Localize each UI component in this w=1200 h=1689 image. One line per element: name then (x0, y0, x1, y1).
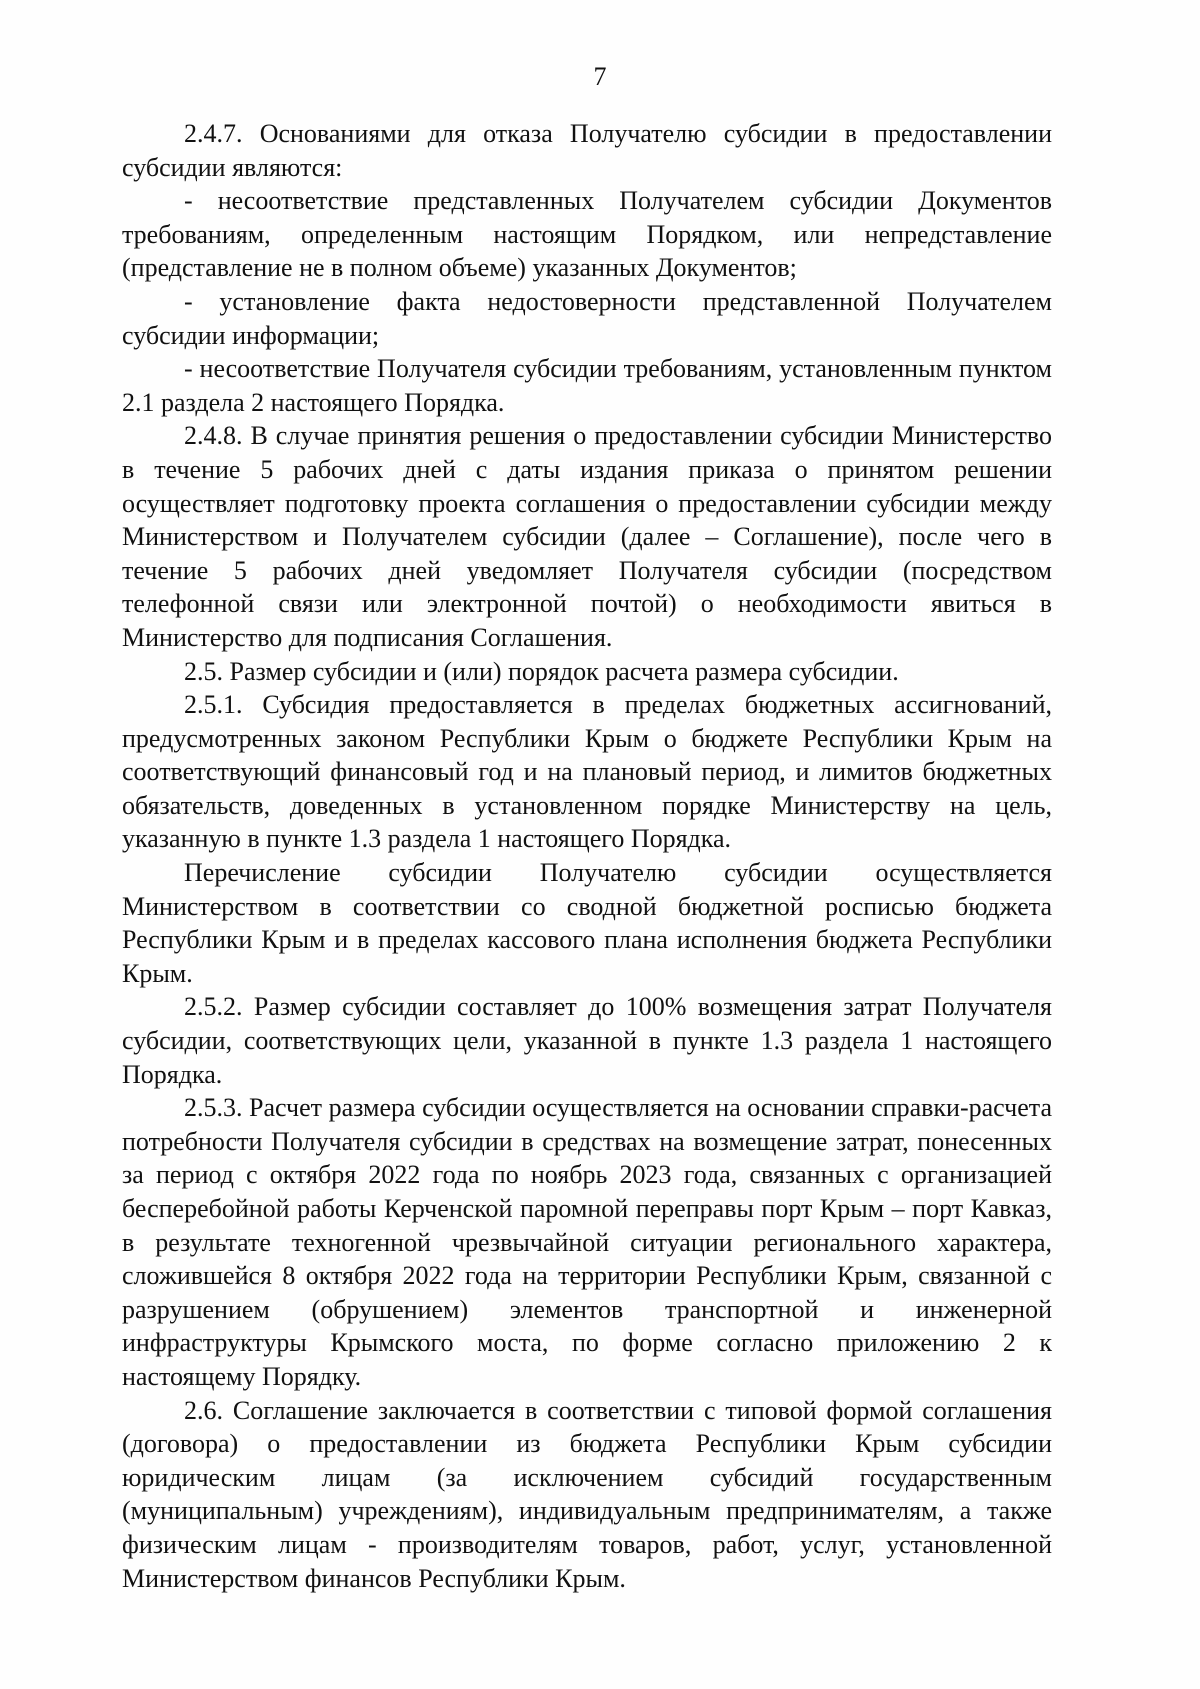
page-number: 7 (593, 62, 607, 91)
paragraph-transfer-of-subsidy: Перечисление субсидии Получателю субсидии осуществляется Министерством в соответствии со сводной бюджетной росписью бюджета Республики Крым и в пределах кассового плана исполнения бюджета Республики Крым. (122, 858, 1052, 988)
paragraph-2-4-7: 2.4.7. Основаниями для отказа Получателю субсидии в предоставлении субсидии являются: (122, 119, 1052, 182)
paragraph-2-5-1: 2.5.1. Субсидия предоставляется в пределах бюджетных ассигнований, предусмотренных законом Республики Крым о бюджете Республики Крым на соответствующий финансовый год и на плановый период, и лимитов бюджетных обязательств, доведенных в установленном порядке Министерству на цель, указанную в пункте 1.3 раздела 1 настоящего Порядка. (122, 690, 1052, 854)
paragraph-refusal-ground-false-info: - установление факта недостоверности представленной Получателем субсидии информации; (122, 286, 1052, 350)
paragraph-2-5: 2.5. Размер субсидии и (или) порядок расчета размера субсидии. (184, 656, 899, 686)
paragraph-refusal-ground-documents: - несоответствие представленных Получателем субсидии Документов требованиям, определенным настоящим Порядком, или непредставление (представление не в полном объеме) указанных Документов; (122, 186, 1052, 283)
paragraph-2-4-8: 2.4.8. В случае принятия решения о предоставлении субсидии Министерство в течение 5 рабочих дней с даты издания приказа о принятом решении осуществляет подготовку проекта соглашения о предоставлении субсидии между Министерством и Получателем субсидии (далее – Соглашение), после чего в течение 5 рабочих дней уведомляет Получателя субсидии (посредством телефонной связи или электронной почтой) о необходимости явиться в Министерство для подписания Соглашения. (122, 421, 1052, 652)
paragraph-2-5-3: 2.5.3. Расчет размера субсидии осуществляется на основании справки-расчета потребности Получателя субсидии в средствах на возмещение затрат, понесенных за период с октября 2022 года по ноябрь 2023 года, связанных с организацией бесперебойной работы Керченской паромной переправы порт Крым – порт Кавказ, в результате техногенной чрезвычайной ситуации регионального характера, сложившейся 8 октября 2022 года на территории Республики Крым, связанной с разрушением (обрушением) элементов транспортной и инженерной инфраструктуры Крымского моста, по форме согласно приложению 2 к настоящему Порядку. (122, 1093, 1052, 1391)
paragraph-2-5-2: 2.5.2. Размер субсидии составляет до 100% возмещения затрат Получателя субсидии, соответствующих цели, указанной в пункте 1.3 раздела 1 настоящего Порядка. (122, 992, 1052, 1089)
paragraph-2-6: 2.6. Соглашение заключается в соответствии с типовой формой соглашения (договора) о предоставлении из бюджета Республики Крым субсидии юридическим лицам (за исключением субсидий государственным (муниципальным) учреждениям), индивидуальным предпринимателям, а также физическим лицам - производителям товаров, работ, услуг, установленной Министерством финансов Республики Крым. (122, 1395, 1052, 1593)
paragraph-refusal-ground-requirements: - несоответствие Получателя субсидии требованиям, установленным пунктом 2.1 раздела 2 настоящего Порядка. (122, 354, 1052, 417)
document-body (122, 117, 1052, 1595)
